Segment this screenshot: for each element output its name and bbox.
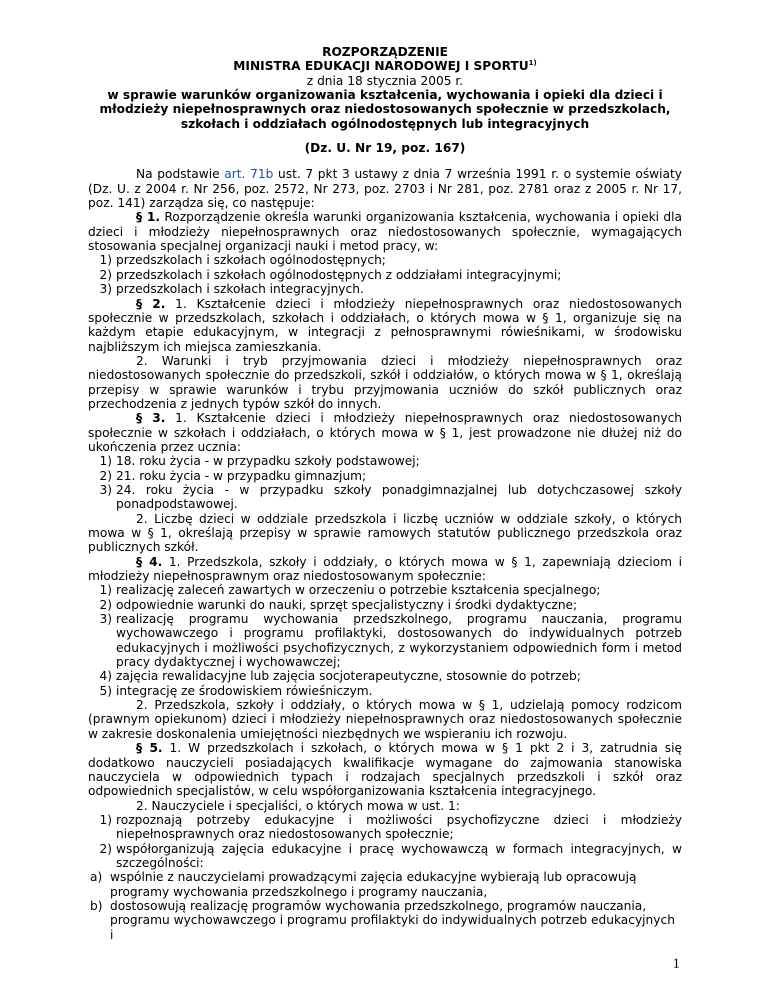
- paragraph-3-section-2: 2. Liczbę dzieci w oddziale przedszkola i liczbę uczniów w oddziale szkoły, o których mowa w § 1, określają przepisy w sprawie ramowych statutów publicznego przedszkola oraz publicznych szkół.: [88, 511, 682, 555]
- ministry-name: MINISTRA EDUKACJI NARODOWEJ I SPORTU: [233, 59, 529, 74]
- list-item: 1) rozpoznają potrzeby edukacyjne i możliwości psychofizyczne dzieci i młodzieży niepełnosprawnych oraz niedostosowanych społecznie;: [99, 812, 682, 842]
- paragraph-3: § 3. 1. Kształcenie dzieci i młodzieży niepełnosprawnych oraz niedostosowanych społecznie w szkołach i oddziałach, o których mowa w § 1, jest prowadzone nie dłużej niż do ukończenia przez ucznia:: [88, 411, 682, 454]
- sub-list-item: a) wspólnie z nauczycielami prowadzącymi zajęcia edukacyjne wybierają lub opracowują programy wychowania przedszkolnego i programy nauczania,: [90, 870, 637, 899]
- paragraph-2: § 2. 1. Kształcenie dzieci i młodzieży niepełnosprawnych oraz niedostosowanych społecznie w przedszkolach, szkołach i oddziałach, o których mowa w § 1, organizuje się na każdym etapie edukacyjnym, w integracji z pełnosprawnymi rówieśnikami, w środowisku najbliższym ich miejsca zamieszkania.: [88, 296, 682, 354]
- paragraph-4: § 4. 1. Przedszkola, szkoły i oddziały, o których mowa w § 1, zapewniają dzieciom i młodzieży niepełnosprawnym oraz niedostosowanym społecznie:: [88, 554, 682, 584]
- list-item: 3) realizację programu wychowania przedszkolnego, programu nauczania, programu wychowawczego i programu profilaktyki, dostosowanych do indywidualnych potrzeb edukacyjnych i możliwości psychofizycznych, z wykorzystaniem odpowiednich form i metod pracy dydaktycznej i wychowawczej;: [99, 612, 682, 670]
- list-item: 1) realizację zaleceń zawartych w orzeczeniu o potrzebie kształcenia specjalnego;: [99, 583, 601, 598]
- footnote-marker[interactable]: 1): [528, 59, 537, 68]
- document-page: [88, 45, 682, 942]
- list-item: 2) 21. roku życia - w przypadku gimnazjum;: [99, 468, 367, 483]
- article-link[interactable]: art. 71b: [224, 167, 274, 182]
- paragraph-label: § 3.: [136, 411, 166, 426]
- preamble: Na podstawie art. 71b ust. 7 pkt 3 ustawy z dnia 7 września 1991 r. o systemie oświaty (Dz. U. z 2004 r. Nr 256, poz. 2572, Nr 273, poz. 2703 i Nr 281, poz. 2781 oraz z 2005 r. Nr 17, poz. 141) zarządza się, co następuje:: [88, 167, 682, 211]
- ministry-title: [88, 59, 682, 73]
- sub-list-item: b) dostosowują realizację programów wychowania przedszkolnego, programów nauczania, programu wychowawczego i programu profilaktyki do indywidualnych potrzeb edukacyjnych i: [90, 898, 675, 942]
- list-item: 3) przedszkolach i szkołach integracyjnych.: [99, 282, 364, 297]
- journal-reference: (Dz. U. Nr 19, poz. 167): [304, 141, 466, 156]
- paragraph-5-section-2: 2. Nauczyciele i specjaliści, o których mowa w ust. 1:: [136, 798, 460, 813]
- regulation-date: z dnia 18 stycznia 2005 r.: [306, 73, 464, 88]
- list-item: 3) 24. roku życia - w przypadku szkoły ponadgimnazjalnej lub dotychczasowej szkoły ponadpodstawowej.: [99, 482, 682, 512]
- page-number: 1: [672, 956, 680, 972]
- list-item: 5) integrację ze środowiskiem rówieśniczym.: [99, 683, 373, 698]
- list-item: 1) 18. roku życia - w przypadku szkoły podstawowej;: [99, 454, 420, 469]
- paragraph-5: § 5. 1. W przedszkolach i szkołach, o których mowa w § 1 pkt 2 i 3, zatrudnia się dodatkowo nauczycieli posiadających kwalifikacje wymagane do zajmowania stanowiska nauczyciela w odpowiednich typach i rodzajach specjalnych przedszkoli i szkół oraz odpowiednich specjalistów, w celu współorganizowania kształcenia integracyjnego.: [88, 741, 683, 799]
- list-item: 1) przedszkolach i szkołach ogólnodostępnych;: [99, 253, 386, 268]
- list-item: 2) współorganizują zajęcia edukacyjne i pracę wychowawczą w formach integracyjnych, w szczególności:: [99, 841, 682, 870]
- paragraph-label: § 1.: [136, 210, 160, 225]
- paragraph-label: § 5.: [136, 741, 163, 756]
- paragraph-2-section-2: 2. Warunki i tryb przyjmowania dzieci i młodzieży niepełnosprawnych oraz niedostosowanych społecznie do przedszkoli, szkół i oddziałów, o których mowa w § 1, określają przepisy w sprawie warunków i trybu przyjmowania uczniów do szkół publicznych oraz przechodzenia z jednych typów szkół do innych.: [88, 353, 682, 411]
- paragraph-label: § 4.: [136, 554, 163, 569]
- list-item: 2) odpowiednie warunki do nauki, sprzęt specjalistyczny i środki dydaktyczne;: [99, 597, 578, 612]
- list-item: 2) przedszkolach i szkołach ogólnodostępnych z oddziałami integracyjnymi;: [99, 267, 562, 282]
- regulation-title: ROZPORZĄDZENIE: [322, 45, 448, 59]
- paragraph-1: § 1. Rozporządzenie określa warunki organizowania kształcenia, wychowania i opieki dla dzieci i młodzieży niepełnosprawnych oraz niedostosowanych społecznie, wymagających stosowania specjalnej organizacji nauki i metod pracy, w:: [88, 210, 682, 254]
- regulation-subject: w sprawie warunków organizowania kształcenia, wychowania i opieki dla dzieci i młodzieży niepełnosprawnych oraz niedostosowanych społecznie w przedszkolach, szkołach i oddziałach ogólnodostępnych lub integracyjnych: [99, 88, 671, 131]
- paragraph-4-section-2: 2. Przedszkola, szkoły i oddziały, o których mowa w § 1, udzielają pomocy rodzicom (prawnym opiekunom) dzieci i młodzieży niepełnosprawnych oraz niedostosowanych społecznie w zakresie doskonalenia umiejętności niezbędnych we wspieraniu ich rozwoju.: [88, 698, 682, 741]
- paragraph-label: § 2.: [136, 296, 166, 311]
- list-item: 4) zajęcia rewalidacyjne lub zajęcia socjoterapeutyczne, stosownie do potrzeb;: [99, 669, 581, 684]
